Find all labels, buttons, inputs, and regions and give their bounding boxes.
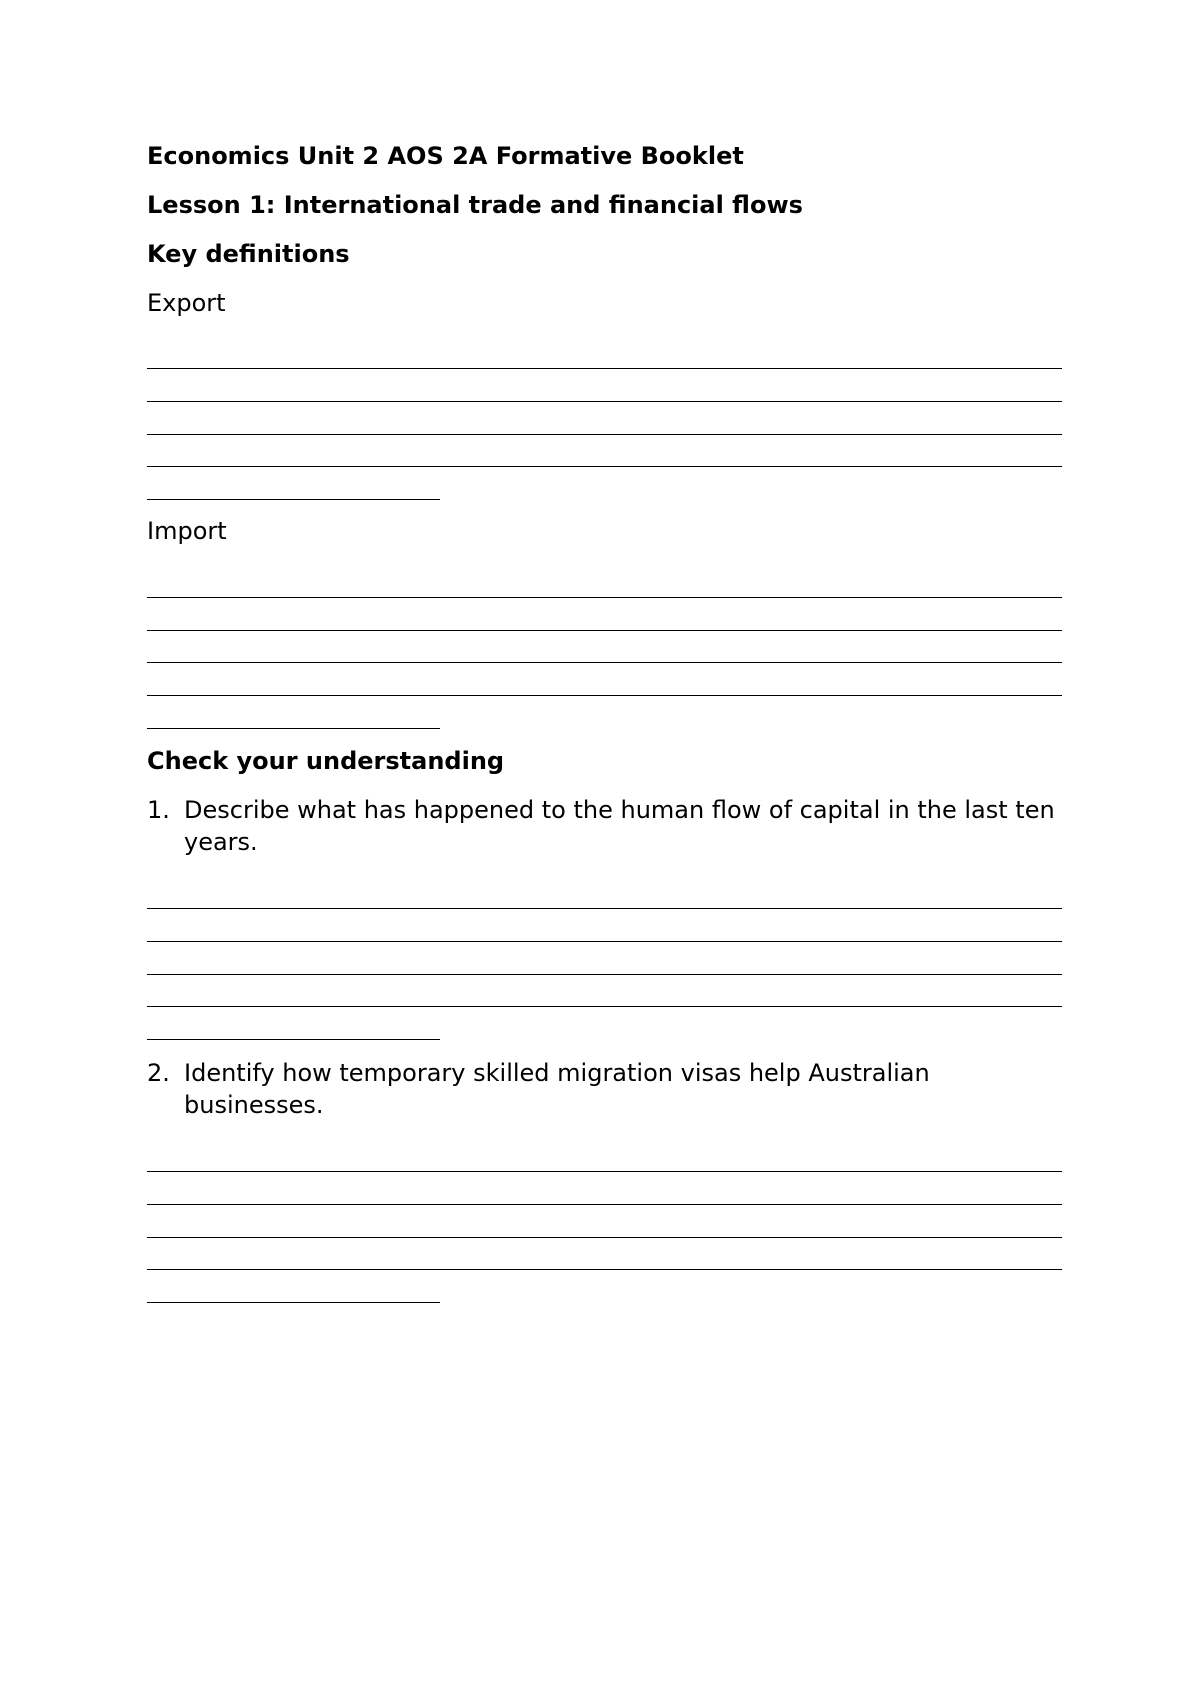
answer-line[interactable] xyxy=(147,662,1062,663)
answer-line[interactable] xyxy=(147,974,1062,975)
answer-line[interactable] xyxy=(147,434,1062,435)
answer-line[interactable] xyxy=(147,1269,1062,1270)
answer-line[interactable] xyxy=(147,1006,1062,1007)
question-text: Describe what has happened to the human flow of capital in the last ten years. xyxy=(184,796,1055,856)
answer-line[interactable] xyxy=(147,695,1062,696)
answer-line[interactable] xyxy=(147,908,1062,909)
question-number: 1. xyxy=(147,796,170,824)
answer-line[interactable] xyxy=(147,1171,1062,1172)
key-definitions-heading: Key definitions xyxy=(147,240,350,268)
check-understanding-heading: Check your understanding xyxy=(147,747,505,775)
answer-line[interactable] xyxy=(147,499,440,500)
answer-line[interactable] xyxy=(147,941,1062,942)
lesson-title: Lesson 1: International trade and financial flows xyxy=(147,191,803,219)
answer-line[interactable] xyxy=(147,1039,440,1040)
document-title: Economics Unit 2 AOS 2A Formative Booklet xyxy=(147,142,744,170)
answer-line[interactable] xyxy=(147,466,1062,467)
question-2 xyxy=(147,1057,1062,1121)
answer-line[interactable] xyxy=(147,1302,440,1303)
question-1 xyxy=(147,794,1062,858)
question-number: 2. xyxy=(147,1059,170,1087)
question-text: Identify how temporary skilled migration visas help Australian businesses. xyxy=(184,1059,930,1119)
answer-line[interactable] xyxy=(147,1204,1062,1205)
answer-line[interactable] xyxy=(147,1237,1062,1238)
term-label-import: Import xyxy=(147,517,227,545)
answer-line[interactable] xyxy=(147,368,1062,369)
term-label-export: Export xyxy=(147,289,226,317)
answer-line[interactable] xyxy=(147,728,440,729)
answer-line[interactable] xyxy=(147,630,1062,631)
answer-line[interactable] xyxy=(147,401,1062,402)
answer-line[interactable] xyxy=(147,597,1062,598)
